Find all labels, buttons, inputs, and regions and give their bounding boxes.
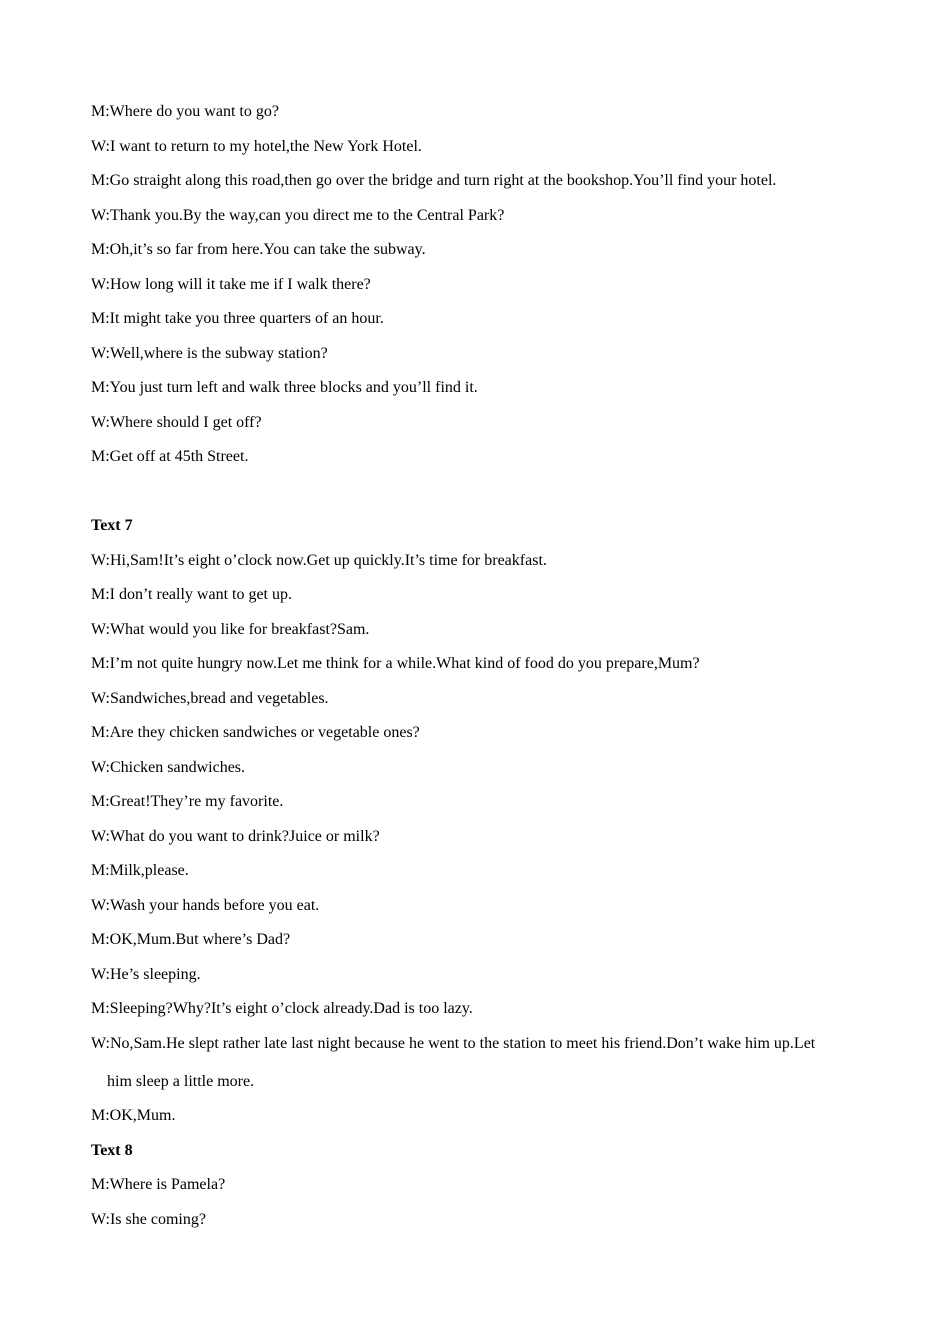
text7-heading: Text 7 — [91, 517, 133, 534]
dialogue-line: M:Oh,it’s so far from here.You can take the subway. — [91, 241, 426, 258]
dialogue-line: W:Well,where is the subway station? — [91, 345, 328, 362]
dialogue-line: M:OK,Mum. — [91, 1107, 176, 1124]
dialogue-line: W:What do you want to drink?Juice or milk? — [91, 828, 380, 845]
dialogue-line: M:Where is Pamela? — [91, 1176, 226, 1193]
dialogue-line: M:Get off at 45th Street. — [91, 448, 249, 465]
dialogue-line: W:No,Sam.He slept rather late last night because he went to the station to meet his friend.Don’t wake him up.Let — [91, 1035, 816, 1052]
dialogue-line: M:Sleeping?Why?It’s eight o’clock already.Dad is too lazy. — [91, 1000, 473, 1017]
dialogue-line-continuation: him sleep a little more. — [107, 1073, 255, 1090]
dialogue-line: W:Hi,Sam!It’s eight o’clock now.Get up quickly.It’s time for breakfast. — [91, 552, 547, 569]
dialogue-line: W:What would you like for breakfast?Sam. — [91, 621, 370, 638]
dialogue-line: W:Wash your hands before you eat. — [91, 897, 320, 914]
dialogue-line: M:You just turn left and walk three blocks and you’ll find it. — [91, 379, 478, 396]
dialogue-line: W:Where should I get off? — [91, 414, 262, 431]
dialogue-line: M:Are they chicken sandwiches or vegetable ones? — [91, 724, 420, 741]
dialogue-line: M:I’m not quite hungry now.Let me think for a while.What kind of food do you prepare,Mum? — [91, 655, 700, 672]
dialogue-line: W:I want to return to my hotel,the New York Hotel. — [91, 138, 422, 155]
dialogue-line: W:How long will it take me if I walk there? — [91, 276, 371, 293]
dialogue-line: W:Chicken sandwiches. — [91, 759, 246, 776]
dialogue-line: M:Go straight along this road,then go over the bridge and turn right at the bookshop.You’ll find your hotel. — [91, 172, 777, 189]
dialogue-line: M:It might take you three quarters of an hour. — [91, 310, 384, 327]
dialogue-line: M:Milk,please. — [91, 862, 189, 879]
dialogue-line: M:Great!They’re my favorite. — [91, 793, 284, 810]
dialogue-line: W:He’s sleeping. — [91, 966, 201, 983]
dialogue-line: M:OK,Mum.But where’s Dad? — [91, 931, 291, 948]
dialogue-line: W:Thank you.By the way,can you direct me to the Central Park? — [91, 207, 505, 224]
dialogue-line: M:I don’t really want to get up. — [91, 586, 292, 603]
dialogue-line: M:Where do you want to go? — [91, 103, 279, 120]
text8-heading: Text 8 — [91, 1142, 133, 1159]
dialogue-line: W:Sandwiches,bread and vegetables. — [91, 690, 329, 707]
dialogue-line: W:Is she coming? — [91, 1211, 206, 1228]
